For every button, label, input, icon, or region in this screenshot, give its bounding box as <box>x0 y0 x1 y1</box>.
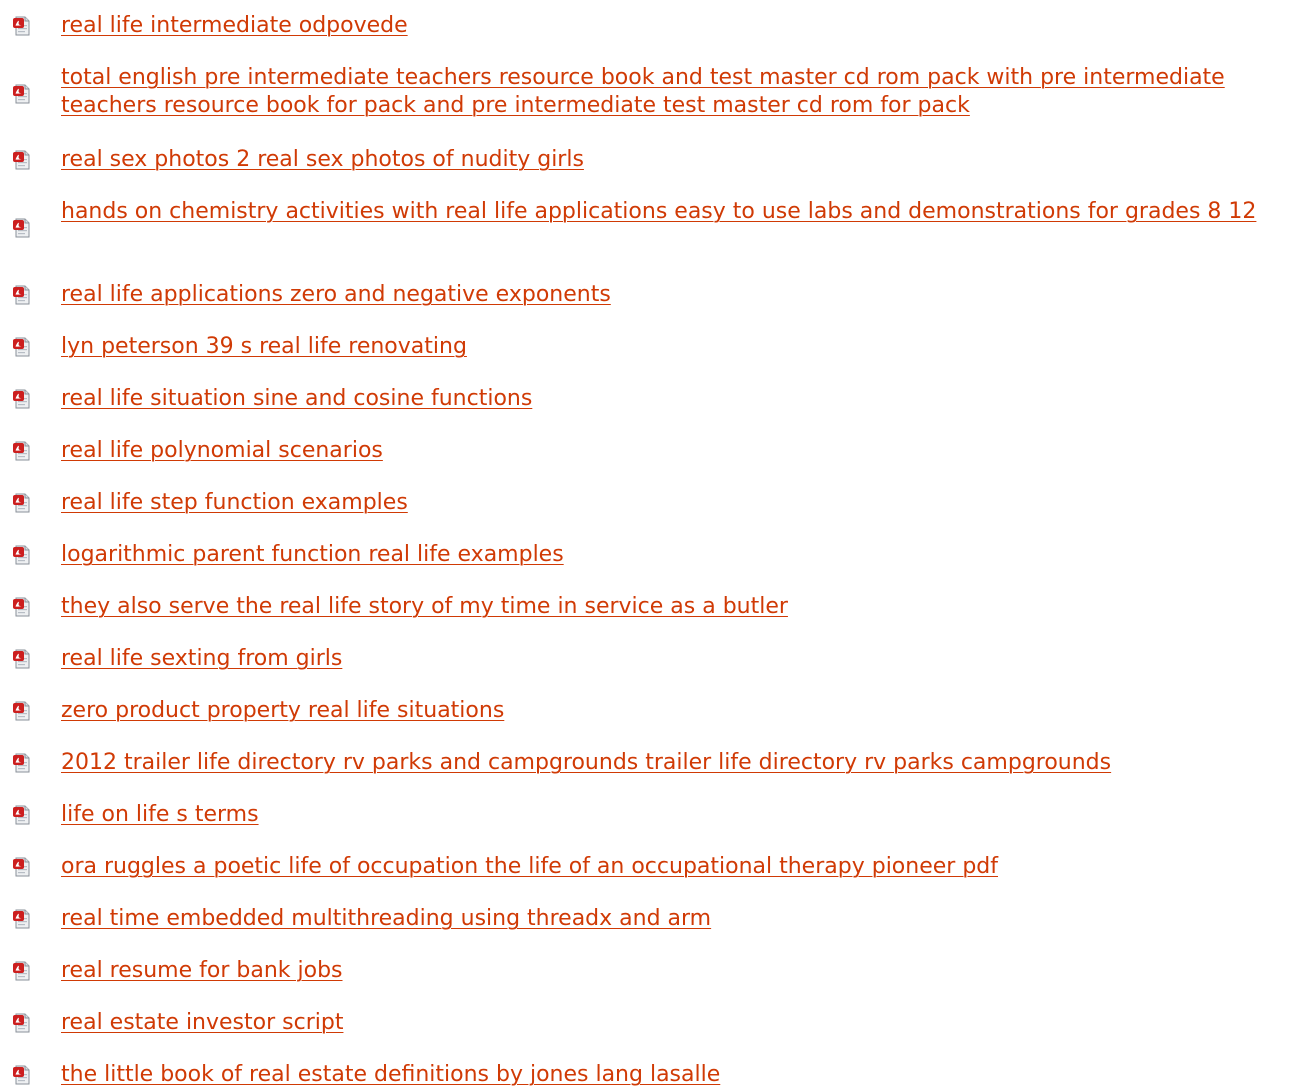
pdf-file-icon <box>12 84 32 104</box>
pdf-file-icon <box>12 597 32 617</box>
result-link[interactable]: real life step function examples <box>61 490 408 515</box>
result-link[interactable]: real time embedded multithreading using threadx and arm <box>61 906 712 931</box>
pdf-file-icon <box>12 285 32 305</box>
pdf-file-icon <box>12 909 32 929</box>
result-link[interactable]: real sex photos 2 real sex photos of nudity girls <box>61 147 584 172</box>
result-link[interactable]: 2012 trailer life directory rv parks and campgrounds trailer life directory rv parks campgrounds <box>61 750 1112 775</box>
pdf-file-icon <box>12 753 32 773</box>
pdf-file-icon <box>12 389 32 409</box>
pdf-file-icon <box>12 218 32 238</box>
pdf-file-icon <box>12 150 32 170</box>
pdf-file-icon <box>12 441 32 461</box>
pdf-file-icon <box>12 1065 32 1085</box>
result-link[interactable]: hands on chemistry activities with real life applications easy to use labs and demonstrations for grades 8 12 <box>61 199 1257 224</box>
pdf-file-icon <box>12 1013 32 1033</box>
pdf-file-icon <box>12 493 32 513</box>
result-link[interactable]: real life situation sine and cosine functions <box>61 386 533 411</box>
pdf-file-icon <box>12 649 32 669</box>
pdf-file-icon <box>12 857 32 877</box>
pdf-file-icon <box>12 701 32 721</box>
result-link[interactable]: zero product property real life situations <box>61 698 505 723</box>
pdf-file-icon <box>12 16 32 36</box>
result-link[interactable]: real estate investor script <box>61 1010 344 1035</box>
pdf-file-icon <box>12 805 32 825</box>
result-link[interactable]: real life intermediate odpovede <box>61 13 408 38</box>
result-link[interactable]: logarithmic parent function real life examples <box>61 542 564 567</box>
result-link[interactable]: ora ruggles a poetic life of occupation the life of an occupational therapy pioneer pdf <box>61 854 998 879</box>
result-link[interactable]: life on life s terms <box>61 802 259 827</box>
result-link[interactable]: lyn peterson 39 s real life renovating <box>61 334 467 359</box>
result-link[interactable]: the little book of real estate definitions by jones lang lasalle <box>61 1062 721 1087</box>
pdf-file-icon <box>12 545 32 565</box>
result-link[interactable]: real life sexting from girls <box>61 646 343 671</box>
result-link[interactable]: they also serve the real life story of my time in service as a butler <box>61 594 788 619</box>
result-link[interactable]: total english pre intermediate teachers resource book and test master cd rom pack with pre intermediate teachers resource book for pack and pre intermediate test master cd rom for pack <box>61 65 1225 118</box>
pdf-file-icon <box>12 337 32 357</box>
pdf-file-icon <box>12 961 32 981</box>
result-link[interactable]: real life polynomial scenarios <box>61 438 383 463</box>
result-link[interactable]: real life applications zero and negative exponents <box>61 282 611 307</box>
result-link[interactable]: real resume for bank jobs <box>61 958 343 983</box>
